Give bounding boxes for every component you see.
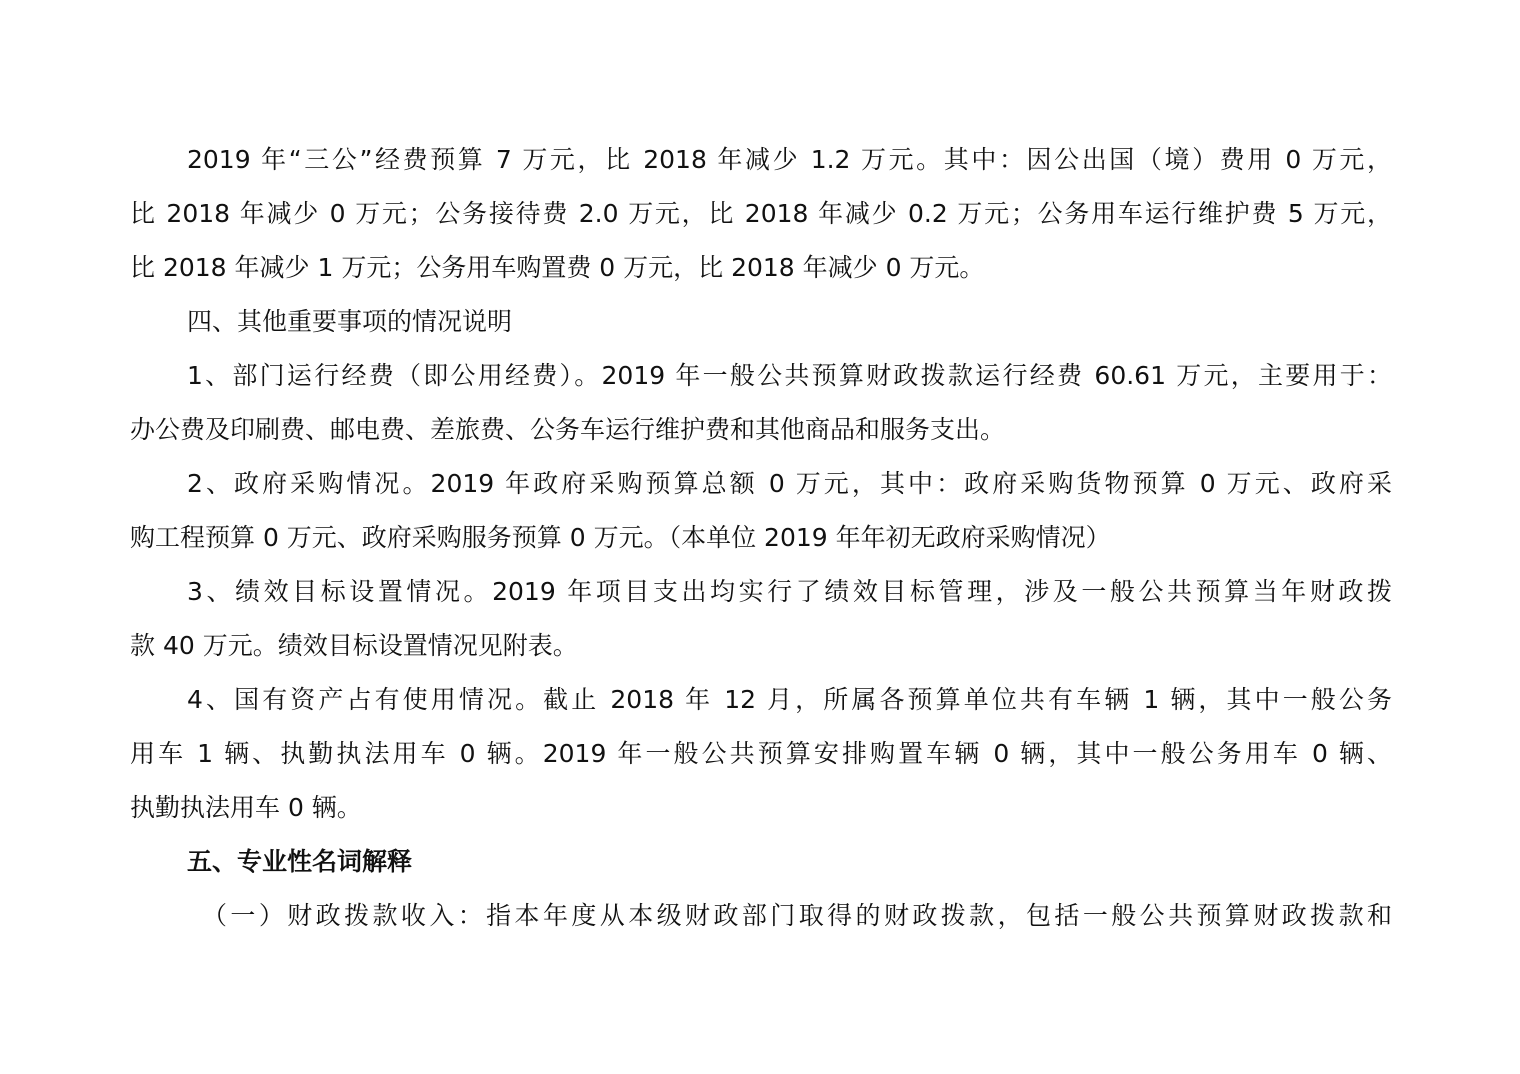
- paragraph-line: （一）财政拨款收入：指本年度从本级财政部门取得的财政拨款，包括一般公共预算财政拨款和: [202, 901, 1392, 930]
- paragraph-line: 1、部门运行经费（即公用经费）。2019 年一般公共预算财政拨款运行经费 60.61 万元，主要用于：: [187, 361, 1392, 390]
- paragraph-line: 执勤执法用车 0 辆。: [130, 793, 362, 822]
- paragraph-line: 2019 年“三公”经费预算 7 万元，比 2018 年减少 1.2 万元。其中：因公出国（境）费用 0 万元，: [187, 145, 1392, 174]
- paragraph-line: 办公费及印刷费、邮电费、差旅费、公务车运行维护费和其他商品和服务支出。: [130, 415, 1006, 444]
- paragraph-line: 购工程预算 0 万元、政府采购服务预算 0 万元。（本单位 2019 年年初无政府采购情况）: [130, 523, 1111, 552]
- section-heading: 四、其他重要事项的情况说明: [187, 307, 513, 336]
- paragraph-line: 比 2018 年减少 0 万元；公务接待费 2.0 万元，比 2018 年减少 0.2 万元；公务用车运行维护费 5 万元，: [130, 199, 1392, 228]
- paragraph-line: 2、政府采购情况。2019 年政府采购预算总额 0 万元，其中：政府采购货物预算 0 万元、政府采: [187, 469, 1392, 498]
- paragraph-line: 4、国有资产占有使用情况。截止 2018 年 12 月，所属各预算单位共有车辆 1 辆，其中一般公务: [187, 685, 1392, 714]
- paragraph-line: 款 40 万元。绩效目标设置情况见附表。: [130, 631, 578, 660]
- paragraph-line: 用车 1 辆、执勤执法用车 0 辆。2019 年一般公共预算安排购置车辆 0 辆，其中一般公务用车 0 辆、: [130, 739, 1392, 768]
- paragraph-line: 3、绩效目标设置情况。2019 年项目支出均实行了绩效目标管理，涉及一般公共预算当年财政拨: [187, 577, 1392, 606]
- section-heading: 五、专业性名词解释: [187, 847, 413, 876]
- document-page: [130, 133, 1392, 943]
- paragraph-line: 比 2018 年减少 1 万元；公务用车购置费 0 万元，比 2018 年减少 0 万元。: [130, 253, 985, 282]
